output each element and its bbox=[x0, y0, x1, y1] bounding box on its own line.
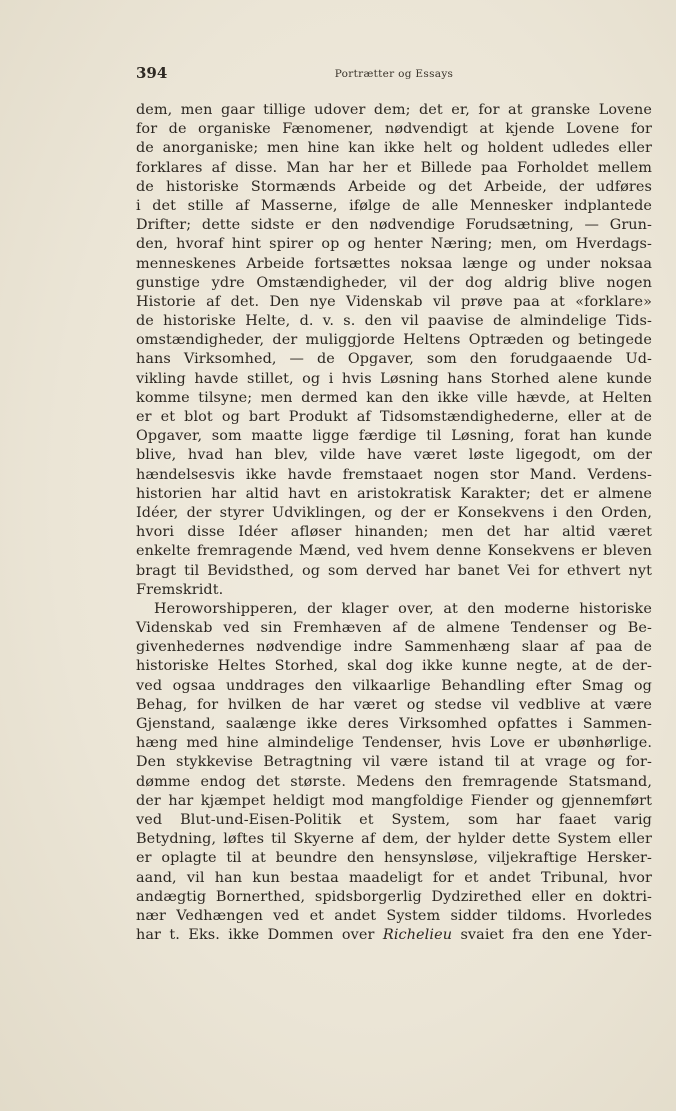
text-line: bragt til Bevidsthed, og som derved har banet Vei for ethvert nyt bbox=[136, 562, 652, 579]
text-line: hæng med hine almindelige Tendenser, hvis Love er ubønhørlige. bbox=[136, 735, 652, 752]
text-line: aand, vil han kun bestaa maadeligt for et andet Tribunal, hvor bbox=[136, 869, 652, 886]
paragraph-2 bbox=[136, 600, 652, 945]
text-line: for de organiske Fænomener, nødvendigt at kjende Lovene for bbox=[136, 121, 652, 138]
text-line: dømme endog det største. Medens den fremragende Statsmand, bbox=[136, 773, 652, 790]
running-title: Portrætter og Essays bbox=[334, 68, 454, 80]
text-line: enkelte fremragende Mænd, ved hvem denne Konsekvens er bleven bbox=[136, 543, 652, 560]
text-line: Fremskridt. bbox=[136, 581, 224, 598]
text-line: hvori disse Idéer afløser hinanden; men det har altid været bbox=[136, 524, 652, 541]
text-line: Den stykkevise Betragtning vil være istand til at vrage og for- bbox=[136, 754, 652, 771]
text-line: der har kjæmpet heldigt mod mangfoldige Fiender og gjennemført bbox=[136, 792, 652, 809]
italic-name: Richelieu bbox=[382, 927, 453, 944]
text-line: de anorganiske; men hine kan ikke helt og holdent udledes eller bbox=[136, 140, 652, 157]
text-fragment: har t. Eks. ikke Dommen over bbox=[136, 927, 383, 944]
text-line: Gjenstand, saalænge ikke deres Virksomhed opfattes i Sammen- bbox=[136, 716, 652, 732]
text-line: andægtig Bornerthed, spidsborgerlig Dydzirethed eller en doktri- bbox=[136, 888, 652, 905]
text-line: Behag, for hvilken de har været og stedse vil vedblive at være bbox=[136, 696, 652, 713]
text-line: gunstige ydre Omstændigheder, vil der dog aldrig blive nogen bbox=[136, 274, 652, 291]
text-line: Drifter; dette sidste er den nødvendige Forudsætning, — Grun- bbox=[136, 217, 652, 234]
text-line: givenhedernes nødvendige indre Sammenhæng slaar af paa de bbox=[136, 639, 652, 656]
text-line: Betydning, løftes til Skyerne af dem, der hylder dette System eller bbox=[136, 831, 652, 848]
text-line: omstændigheder, der muliggjorde Heltens Optræden og betingede bbox=[136, 332, 652, 349]
text-line: de historiske Stormænds Arbeide og det Arbeide, der udføres bbox=[136, 178, 652, 195]
text-line: i det stille af Masserne, ifølge de alle Mennesker indplantede bbox=[136, 197, 652, 214]
text-line: dem, men gaar tillige udover dem; det er, for at granske Lovene bbox=[136, 102, 652, 118]
page-number: 394 bbox=[136, 64, 168, 82]
text-line: komme tilsyne; men dermed kan den ikke ville hævde, at Helten bbox=[136, 389, 652, 406]
page-header bbox=[136, 64, 652, 88]
text-line: hændelsesvis ikke havde fremstaaet nogen stor Mand. Verdens- bbox=[136, 466, 652, 483]
text-line: menneskenes Arbeide fortsættes noksaa længe og under noksaa bbox=[136, 255, 652, 272]
text-line: Idéer, der styrer Udviklingen, og der er Konsekvens i den Orden, bbox=[136, 504, 652, 521]
text-fragment: svaiet fra den ene Yder- bbox=[452, 927, 653, 944]
text-line: Videnskab ved sin Fremhæven af de almene Tendenser og Be- bbox=[136, 620, 652, 637]
text-line: er et blot og bart Produkt af Tidsomstændighederne, eller at de bbox=[136, 409, 652, 425]
text-line: forklares af disse. Man har her et Billede paa Forholdet mellem bbox=[136, 159, 652, 176]
text-line: Heroworshipperen, der klager over, at den moderne historiske bbox=[154, 600, 652, 617]
text-line: nær Vedhængen ved et andet System sidder tildoms. Hvorledes bbox=[136, 907, 652, 924]
text-line: ved Blut-und-Eisen-Politik et System, som har faaet varig bbox=[136, 811, 652, 828]
text-line: hans Virksomhed, — de Opgaver, som den forudgaaende Ud- bbox=[136, 351, 652, 368]
text-line: blive, hvad han blev, vilde have været løste ligegodt, om der bbox=[136, 447, 652, 464]
text-line: de historiske Helte, d. v. s. den vil paavise de almindelige Tids- bbox=[136, 313, 652, 330]
text-line: ved ogsaa unddrages den vilkaarlige Behandling efter Smag og bbox=[136, 677, 652, 694]
text-line: Historie af det. Den nye Videnskab vil prøve paa at «forklare» bbox=[136, 293, 652, 310]
text-line: Opgaver, som maatte ligge færdige til Løsning, forat han kunde bbox=[136, 428, 652, 445]
body-text bbox=[136, 101, 652, 945]
text-line bbox=[136, 926, 652, 945]
paragraph-1 bbox=[136, 101, 652, 600]
text-line: historien har altid havt en aristokratisk Karakter; det er almene bbox=[136, 485, 652, 502]
text-line: historiske Heltes Storhed, skal dog ikke kunne negte, at de der- bbox=[136, 658, 652, 675]
text-line: vikling havde stillet, og i hvis Løsning hans Storhed alene kunde bbox=[136, 370, 652, 387]
text-line: er oplagte til at beundre den hensynsløse, viljekraftige Hersker- bbox=[136, 850, 652, 867]
text-line: den, hvoraf hint spirer op og henter Næring; men, om Hverdags- bbox=[136, 236, 652, 253]
